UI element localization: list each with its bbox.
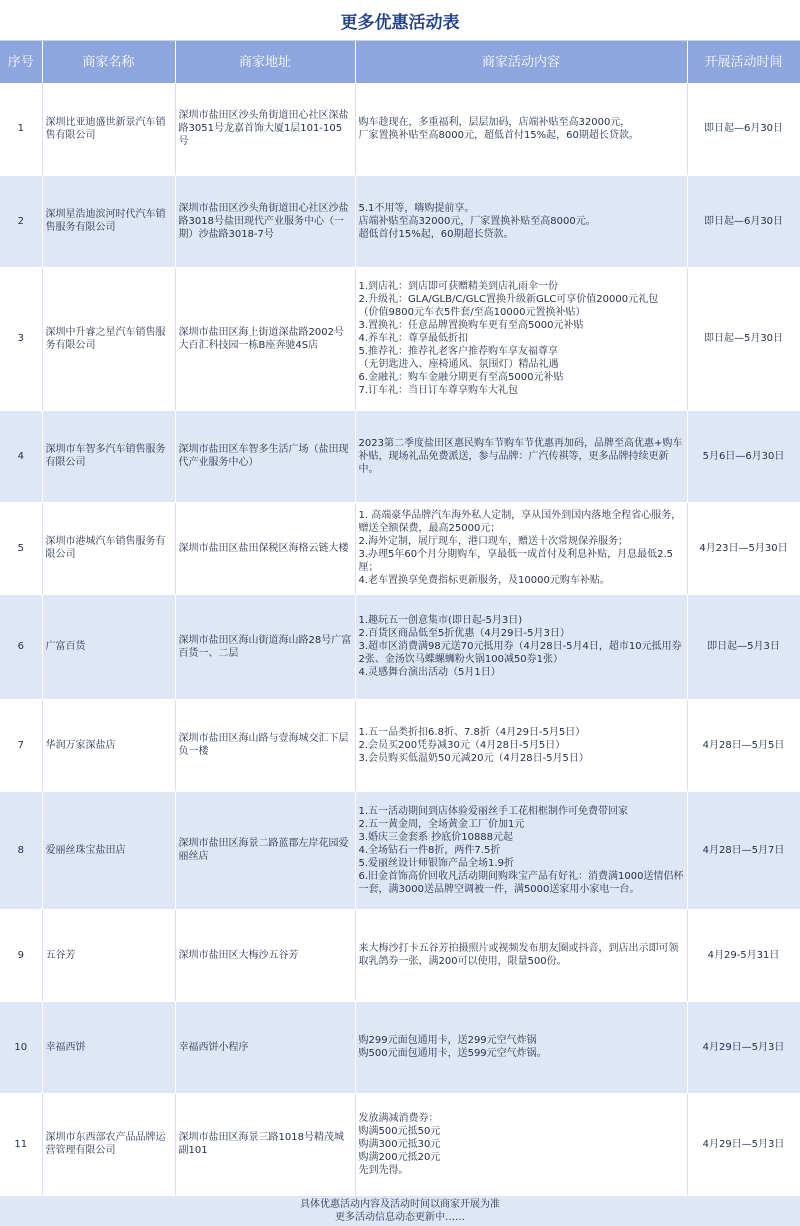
row-number: 4 <box>0 410 42 502</box>
activity-table <box>0 41 800 1196</box>
activity-line: 购500元面包通用卡，送599元空气炸锅。 <box>358 1048 547 1059</box>
activity-line: 3.婚庆三金套系 抄底价10888元起 <box>358 831 514 843</box>
activity-line: 2.百货区商品低至5折优惠（4月29日-5月3日） <box>358 628 570 639</box>
table-row <box>0 83 800 175</box>
activity-time: 4月23日—5月30日 <box>687 502 800 594</box>
merchant-name: 爱丽丝珠宝盐田店 <box>42 791 175 909</box>
activity-line: 1.到店礼：到店即可获赠精美到店礼雨伞一份 <box>358 281 559 292</box>
table-row <box>0 410 800 502</box>
activity-line: 店端补贴至高32000元，厂家置换补贴至高8000元。 <box>358 215 596 227</box>
activity-content <box>355 83 687 175</box>
sheet-title: 更多优惠活动表 <box>0 0 800 41</box>
activity-line: 购车趁现在，多重福利，层层加码，店端补贴至高32000元， <box>358 116 631 128</box>
merchant-name: 幸福西饼 <box>42 1001 175 1093</box>
activity-time: 4月29-5月31日 <box>687 909 800 1001</box>
table-row <box>0 1093 800 1195</box>
activity-content <box>355 791 687 909</box>
activity-line: 7.订车礼：当日订车尊享购车大礼包 <box>358 385 519 396</box>
activity-time: 即日起—6月30日 <box>687 83 800 175</box>
activity-content <box>355 699 687 791</box>
table-row <box>0 1001 800 1093</box>
header-no: 序号 <box>0 41 42 83</box>
activity-line: 发放满减消费券： <box>358 1112 439 1124</box>
activity-line: 购满200元抵20元 <box>358 1151 441 1163</box>
activity-line: 5.爱丽丝设计师银饰产品全场1.9折 <box>358 857 514 869</box>
activity-time: 5月6日—6月30日 <box>687 410 800 502</box>
table-row <box>0 594 800 699</box>
row-number: 3 <box>0 267 42 410</box>
activity-line: 2.升级礼：GLA/GLB/C/GLC置换升级新GLC可享价值20000元礼包 <box>358 294 659 305</box>
activity-line: 3.会员购买低温奶50元减20元（4月28日-5月5日） <box>358 752 589 764</box>
activity-line: 4.老车置换享免费指标更新服务，及10000元购车补贴。 <box>358 575 610 586</box>
activity-line: （价值9800元车衣5件套/至高10000元置换补贴） <box>358 307 586 318</box>
merchant-name: 深圳星浩迪滨河时代汽车销售服务有限公司 <box>42 175 175 267</box>
row-number: 1 <box>0 83 42 175</box>
activity-line: 先到先得。 <box>358 1164 409 1176</box>
activity-line: 5.1不用等，嗨购提前享。 <box>358 202 475 214</box>
table-row <box>0 502 800 594</box>
row-number: 7 <box>0 699 42 791</box>
table-row <box>0 699 800 791</box>
activity-line: 6.旧金首饰高价回收凡活动期间购珠宝产品有好礼：消费满1000送情侣杯一套，满3000送品牌空调被一件，满5000送家用小家电一台。 <box>358 870 684 895</box>
activity-line: 6.金融礼：购车金融分期更有至高5000元补贴 <box>358 372 564 383</box>
header-merchant-address: 商家地址 <box>175 41 355 83</box>
activity-time: 4月28日—5月7日 <box>687 791 800 909</box>
activity-line: 3.超市区消费满98元送70元抵用券（4月28日-5月4日，超市10元抵用券2张、金汤饮马蝶螺蛳粉火锅100减50券1张） <box>358 641 682 665</box>
merchant-name: 广富百货 <box>42 594 175 699</box>
merchant-name: 深圳比亚迪盛世新景汽车销售有限公司 <box>42 83 175 175</box>
activity-line: 2.五一黄金周，全场黄金工厂价加1元 <box>358 818 525 830</box>
activity-time: 即日起—5月3日 <box>687 594 800 699</box>
merchant-name: 华润万家深盐店 <box>42 699 175 791</box>
activity-time: 4月29日—5月3日 <box>687 1001 800 1093</box>
row-number: 11 <box>0 1093 42 1195</box>
activity-line: 3.置换礼：任意品牌置换购车更有至高5000元补贴 <box>358 320 584 331</box>
activity-line: 购满300元抵30元 <box>358 1138 441 1150</box>
activity-line: 2023第二季度盐田区惠民购车节购车节优惠再加码，品牌至高优惠+购车补贴，现场礼品免费派送，参与品牌：广汽传祺等，更多品牌持续更新中。 <box>358 437 683 475</box>
activity-line: 3.办理5年60个月分期购车，享最低一成首付及利息补贴，月息最低2.5厘； <box>358 549 674 573</box>
merchant-address: 深圳市盐田区沙头角街道田心社区深盐路3051号龙嘉首饰大厦1层101-105号 <box>175 83 355 175</box>
merchant-address: 深圳市盐田区海山路与壹海城交汇下层负一楼 <box>175 699 355 791</box>
footer-note: 具体优惠活动内容及活动时间以商家开展为准 <box>300 1198 500 1210</box>
activity-time: 即日起—5月30日 <box>687 267 800 410</box>
activity-line: 购满500元抵50元 <box>358 1125 441 1137</box>
table-body <box>0 83 800 1195</box>
activity-line: 4.灵感舞台演出活动（5月1日） <box>358 667 501 678</box>
activity-line: 1. 高端豪华品牌汽车海外私人定制，享从国外到国内落地全程省心服务，赠送全额保费，最高25000元； <box>358 510 682 534</box>
activity-content <box>355 594 687 699</box>
header-merchant-name: 商家名称 <box>42 41 175 83</box>
activity-line: 4.全场钻石一件8折，两件7.5折 <box>358 844 501 856</box>
row-number: 6 <box>0 594 42 699</box>
merchant-address: 深圳市盐田区盐田保税区海格云链大楼 <box>175 502 355 594</box>
activity-line: 4.养车礼：尊享最低折扣 <box>358 333 469 344</box>
table-footer <box>0 1196 800 1226</box>
merchant-name: 深圳市东西部农产品品牌运营管理有限公司 <box>42 1093 175 1195</box>
merchant-name: 五谷芳 <box>42 909 175 1001</box>
activity-content <box>355 909 687 1001</box>
row-number: 5 <box>0 502 42 594</box>
activity-content <box>355 410 687 502</box>
merchant-address: 深圳市盐田区沙头角街道田心社区沙盐路3018号盐田现代产业服务中心（一期）沙盐路3018-7号 <box>175 175 355 267</box>
activity-content <box>355 1001 687 1093</box>
activity-line: 5.推荐礼：推荐礼老客户推荐购车享友福尊享 <box>358 346 559 357</box>
header-activity-content: 商家活动内容 <box>355 41 687 83</box>
activity-line: 1.趣玩五一创意集市(即日起-5月3日) <box>358 615 523 626</box>
merchant-name: 深圳市车智多汽车销售服务有限公司 <box>42 410 175 502</box>
merchant-address: 深圳市盐田区海山街道海山路28号广富百货一、二层 <box>175 594 355 699</box>
table-row <box>0 267 800 410</box>
activity-content <box>355 267 687 410</box>
table-row <box>0 175 800 267</box>
activity-time: 即日起—6月30日 <box>687 175 800 267</box>
activity-line: 2.会员买200凭券减30元（4月28日-5月5日） <box>358 739 566 751</box>
row-number: 2 <box>0 175 42 267</box>
merchant-name: 深圳中升睿之星汽车销售服务有限公司 <box>42 267 175 410</box>
table-row <box>0 791 800 909</box>
activity-line: 1.五一品类折扣6.8折、7.8折（4月29日-5月5日） <box>358 726 586 738</box>
activity-content <box>355 502 687 594</box>
row-number: 8 <box>0 791 42 909</box>
merchant-address: 深圳市盐田区海景二路蓝郡左岸花园爱丽丝店 <box>175 791 355 909</box>
activity-line: 来大梅沙打卡五谷芳拍摄照片或视频发布朋友圈或抖音，到店出示即可领取乳鸽券一张，满200可以使用，限量500份。 <box>358 943 679 967</box>
activity-line: 2.海外定制，展厅现车，港口现车，赠送十次常规保养服务； <box>358 536 629 547</box>
footer-note: 更多活动信息动态更新中…… <box>335 1211 465 1223</box>
table-row <box>0 909 800 1001</box>
row-number: 10 <box>0 1001 42 1093</box>
activity-line: 1.五一活动期间到店体验爱丽丝手工花相框制作可免费带回家 <box>358 805 629 817</box>
header-activity-time: 开展活动时间 <box>687 41 800 83</box>
merchant-address: 深圳市盐田区车智多生活广场（盐田现代产业服务中心） <box>175 410 355 502</box>
activity-time: 4月28日—5月5日 <box>687 699 800 791</box>
activity-line: 厂家置换补贴至高8000元，超低首付15%起，60期超长贷款。 <box>358 129 639 141</box>
activity-line: 超低首付15%起，60期超长贷款。 <box>358 228 514 240</box>
merchant-address: 深圳市盐田区大梅沙五谷芳 <box>175 909 355 1001</box>
activity-time: 4月29日—5月3日 <box>687 1093 800 1195</box>
activity-content <box>355 175 687 267</box>
activity-line: （无钥匙进入、座椅通风、氛围灯）精品礼遇 <box>358 359 559 370</box>
row-number: 9 <box>0 909 42 1001</box>
activity-content <box>355 1093 687 1195</box>
merchant-address: 深圳市盐田区海景三路1018号精茂城副101 <box>175 1093 355 1195</box>
table-header-row <box>0 41 800 83</box>
merchant-address: 深圳市盐田区海上街道深盐路2002号大百汇科技园一栋B座奔驰4S店 <box>175 267 355 410</box>
merchant-name: 深圳市港城汽车销售服务有限公司 <box>42 502 175 594</box>
merchant-address: 幸福西饼小程序 <box>175 1001 355 1093</box>
activity-line: 购299元面包通用卡，送299元空气炸锅 <box>358 1035 537 1046</box>
